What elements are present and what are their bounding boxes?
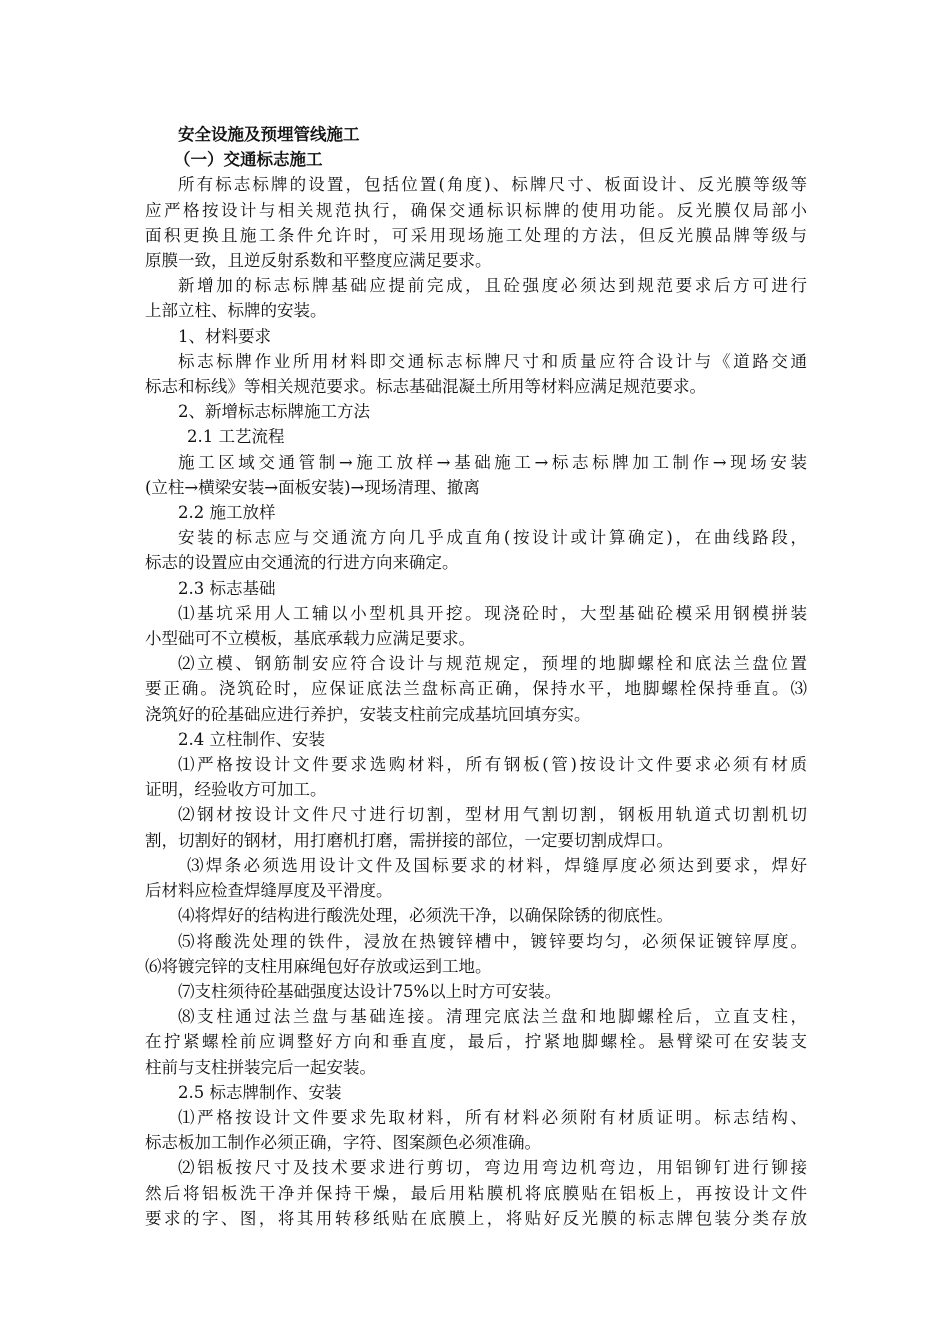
- text-line: 标志标牌作业所用材料即交通标志标牌尺寸和质量应符合设计与《道路交通: [178, 351, 807, 371]
- text-line: 标志板加工制作必须正确，字符、图案颜色必须准确。: [145, 1133, 541, 1153]
- text-line: ⑷将焊好的结构进行酸洗处理，必须洗干净，以确保除锈的彻底性。: [178, 906, 673, 926]
- text-line: ⑵钢材按设计文件尺寸进行切割，型材用气割切割，钢板用轨道式切割机切: [178, 805, 807, 825]
- text-line: ⑴严格按设计文件要求选购材料，所有钢板(管)按设计文件要求必须有材质: [178, 755, 807, 775]
- text-line: ⑴基坑采用人工辅以小型机具开挖。现浇砼时，大型基础砼模采用钢模拼装: [178, 603, 807, 623]
- text-line: (立柱→横梁安装→面板安装)→现场清理、撤离: [145, 477, 480, 497]
- text-line: 然后将铝板洗干净并保持干燥，最后用粘膜机将底膜贴在铝板上，再按设计文件: [145, 1183, 807, 1203]
- text-line: 面积更换且施工条件允许时，可采用现场施工处理的方法，但反光膜品牌等级与: [145, 225, 807, 245]
- text-line: 2、新增标志标牌施工方法: [178, 402, 370, 422]
- text-line: ⑴严格按设计文件要求先取材料，所有材料必须附有材质证明。标志结构、: [178, 1107, 807, 1127]
- text-line: 2.4 立柱制作、安装: [178, 729, 325, 749]
- text-line: 后材料应检查焊缝厚度及平滑度。: [145, 881, 393, 901]
- text-line: 应严格按设计与相关规范执行，确保交通标识标牌的使用功能。反光膜仅局部小: [145, 200, 807, 220]
- text-line: 标志的设置应由交通流的行进方向来确定。: [145, 553, 459, 573]
- text-line: ⑺支柱须待砼基础强度达设计75%以上时方可安装。: [178, 981, 562, 1001]
- text-line: 证明，经验收方可加工。: [145, 780, 327, 800]
- text-line: 小型础可不立模板，基底承载力应满足要求。: [145, 629, 475, 649]
- text-line: 施工区域交通管制→施工放样→基础施工→标志标牌加工制作→现场安装: [178, 452, 807, 472]
- text-line: 2.3 标志基础: [178, 578, 276, 598]
- text-line: 要正确。浇筑砼时，应保证底法兰盘标高正确，保持水平，地脚螺栓保持垂直。⑶: [145, 679, 807, 699]
- text-line: 2.1 工艺流程: [187, 427, 285, 447]
- text-line: 柱前与支柱拼装完后一起安装。: [145, 1057, 376, 1077]
- text-line: 2.5 标志牌制作、安装: [178, 1082, 342, 1102]
- text-line: ⑵铝板按尺寸及技术要求进行剪切，弯边用弯边机弯边，用铝铆钉进行铆接: [178, 1158, 807, 1178]
- text-line: 2.2 施工放样: [178, 503, 276, 523]
- text-line: ⑹将镀完锌的支柱用麻绳包好存放或运到工地。: [145, 956, 492, 976]
- document-body: [145, 122, 807, 1231]
- document-title: 安全设施及预埋管线施工: [178, 125, 360, 144]
- text-line: 在拧紧螺栓前应调整好方向和垂直度，最后，拧紧地脚螺栓。悬臂梁可在安装支: [145, 1032, 807, 1052]
- text-line: 1、材料要求: [178, 326, 271, 346]
- text-line: 所有标志标牌的设置，包括位置(角度)、标牌尺寸、板面设计、反光膜等级等: [178, 175, 807, 195]
- section-heading: （一）交通标志施工: [174, 150, 323, 170]
- text-line: 原膜一致，且逆反射系数和平整度应满足要求。: [145, 251, 492, 271]
- text-line: ⑸将酸洗处理的铁件，浸放在热镀锌槽中，镀锌要均匀，必须保证镀锌厚度。: [178, 931, 807, 951]
- text-line: ⑶焊条必须选用设计文件及国标要求的材料，焊缝厚度必须达到要求，焊好: [187, 855, 807, 875]
- text-line: 标志和标线》等相关规范要求。标志基础混凝土所用等材料应满足规范要求。: [145, 377, 706, 397]
- text-line: 浇筑好的砼基础应进行养护，安装支柱前完成基坑回填夯实。: [145, 704, 591, 724]
- text-line: ⑵立模、钢筋制安应符合设计与规范规定，预埋的地脚螺栓和底法兰盘位置: [178, 654, 807, 674]
- text-line: 要求的字、图，将其用转移纸贴在底膜上，将贴好反光膜的标志牌包装分类存放: [145, 1208, 807, 1228]
- text-line: 上部立柱、标牌的安装。: [145, 301, 327, 321]
- text-line: ⑻支柱通过法兰盘与基础连接。清理完底法兰盘和地脚螺栓后，立直支柱，: [178, 1007, 807, 1027]
- text-line: 安装的标志应与交通流方向几乎成直角(按设计或计算确定)，在曲线路段，: [178, 528, 807, 548]
- text-line: 割，切割好的钢材，用打磨机打磨，需拼接的部位，一定要切割成焊口。: [145, 830, 673, 850]
- text-line: 新增加的标志标牌基础应提前完成，且砼强度必须达到规范要求后方可进行: [178, 276, 807, 296]
